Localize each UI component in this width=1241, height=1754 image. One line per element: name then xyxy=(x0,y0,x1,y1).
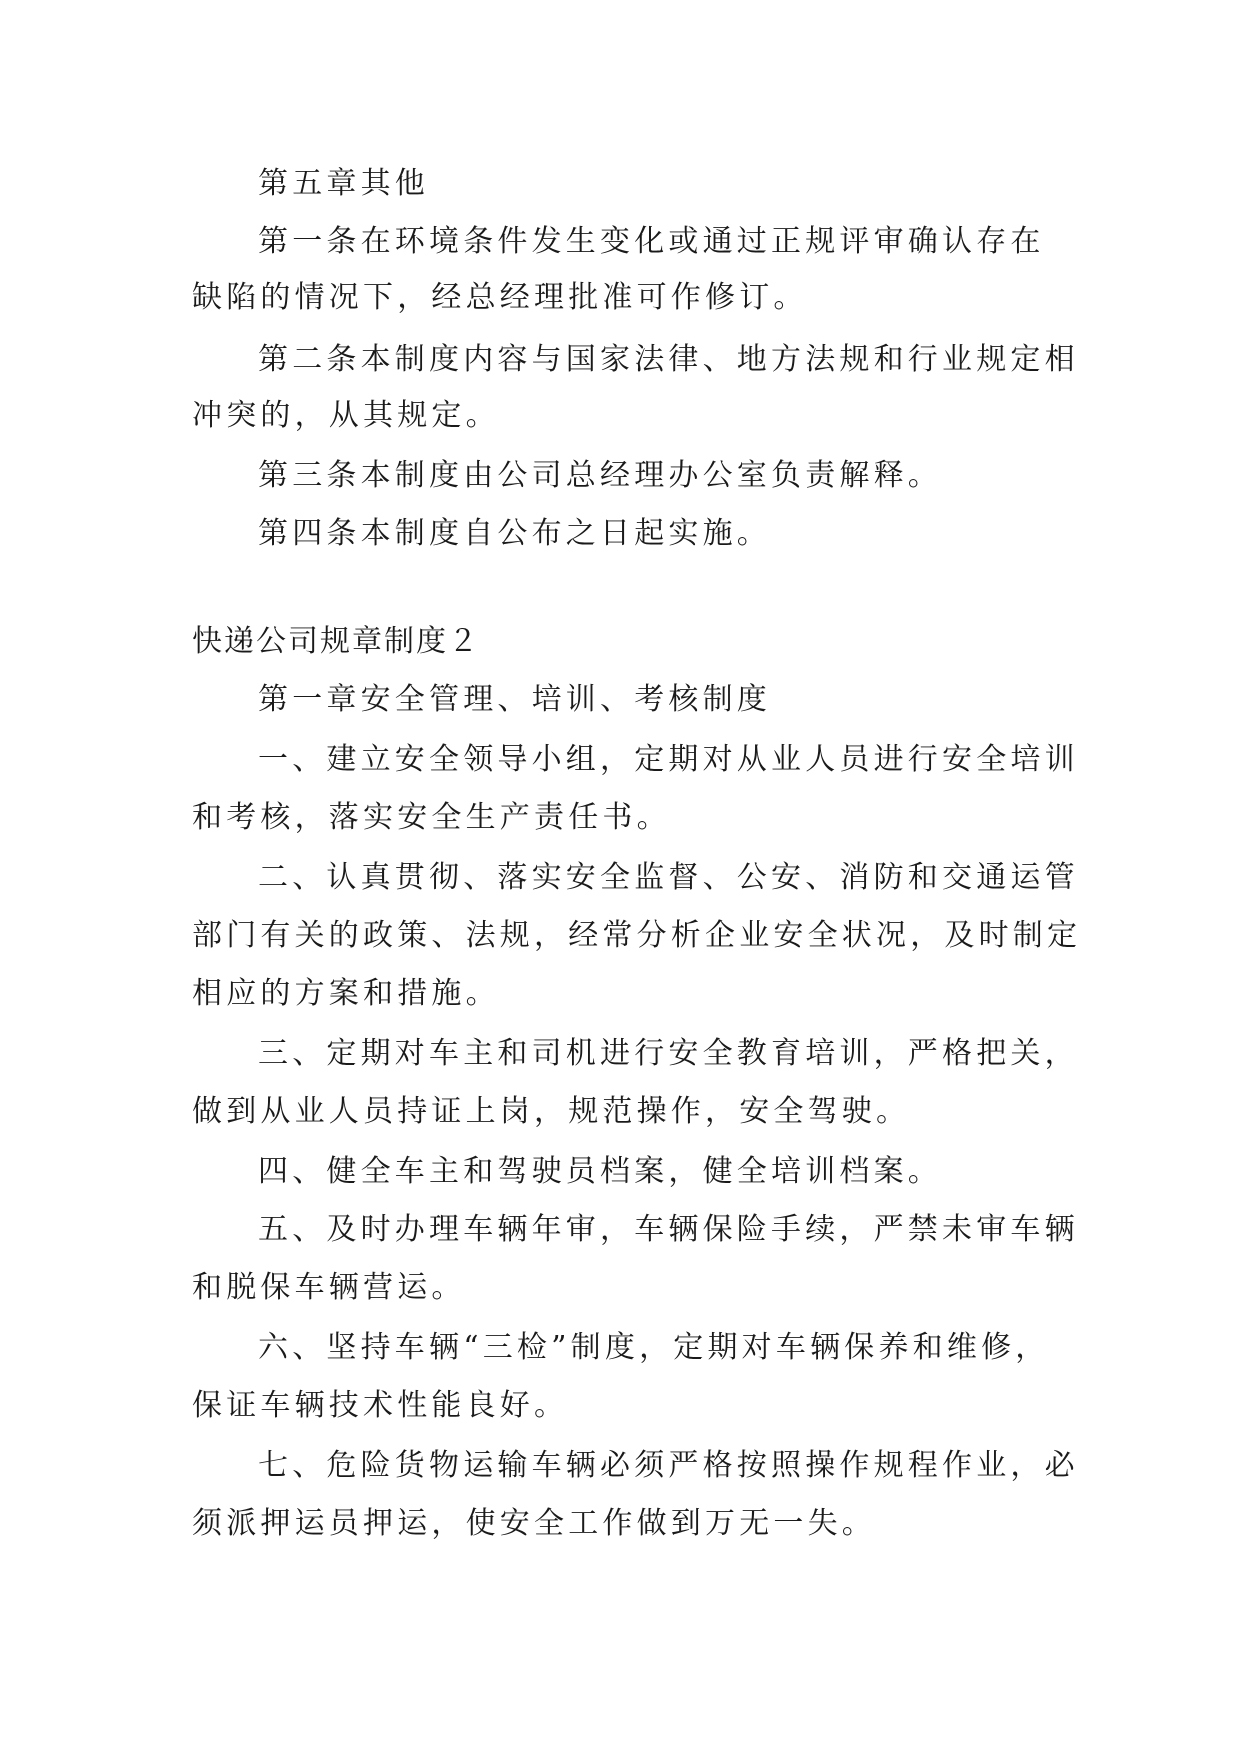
article-1-line-2: 缺陷的情况下，经总经理批准可作修订。 xyxy=(192,280,808,315)
item-7-line-1: 七、危险货物运输车辆必须严格按照操作规程作业，必 xyxy=(258,1448,1079,1483)
item-7-line-2: 须派押运员押运，使安全工作做到万无一失。 xyxy=(192,1506,876,1541)
item-1-line-2: 和考核，落实安全生产责任书。 xyxy=(192,800,671,835)
article-3: 第三条本制度由公司总经理办公室负责解释。 xyxy=(258,458,942,493)
item-3-line-1: 三、定期对车主和司机进行安全教育培训，严格把关， xyxy=(258,1036,1079,1071)
article-2-line-2: 冲突的，从其规定。 xyxy=(192,398,500,433)
item-2-line-1: 二、认真贯彻、落实安全监督、公安、消防和交通运管 xyxy=(258,860,1079,895)
item-3-line-2: 做到从业人员持证上岗，规范操作，安全驾驶。 xyxy=(192,1094,911,1129)
article-2-line-1: 第二条本制度内容与国家法律、地方法规和行业规定相 xyxy=(258,342,1079,377)
article-1-line-1: 第一条在环境条件发生变化或通过正规评审确认存在 xyxy=(258,224,1045,259)
item-6-line-1: 六、坚持车辆“三检”制度，定期对车辆保养和维修， xyxy=(258,1330,1050,1365)
chapter-5-heading: 第五章其他 xyxy=(258,166,429,201)
item-4: 四、健全车主和驾驶员档案，健全培训档案。 xyxy=(258,1154,942,1189)
item-2-line-2: 部门有关的政策、法规，经常分析企业安全状况，及时制定 xyxy=(192,918,1082,953)
item-5-line-2: 和脱保车辆营运。 xyxy=(192,1270,466,1305)
document-title-2: 快递公司规章制度２ xyxy=(192,624,480,659)
item-5-line-1: 五、及时办理车辆年审，车辆保险手续，严禁未审车辆 xyxy=(258,1212,1079,1247)
item-2-line-3: 相应的方案和措施。 xyxy=(192,976,500,1011)
item-6-line-2: 保证车辆技术性能良好。 xyxy=(192,1388,569,1423)
item-1-line-1: 一、建立安全领导小组，定期对从业人员进行安全培训 xyxy=(258,742,1079,777)
chapter-1-heading: 第一章安全管理、培训、考核制度 xyxy=(258,682,771,717)
article-4: 第四条本制度自公布之日起实施。 xyxy=(258,516,771,551)
